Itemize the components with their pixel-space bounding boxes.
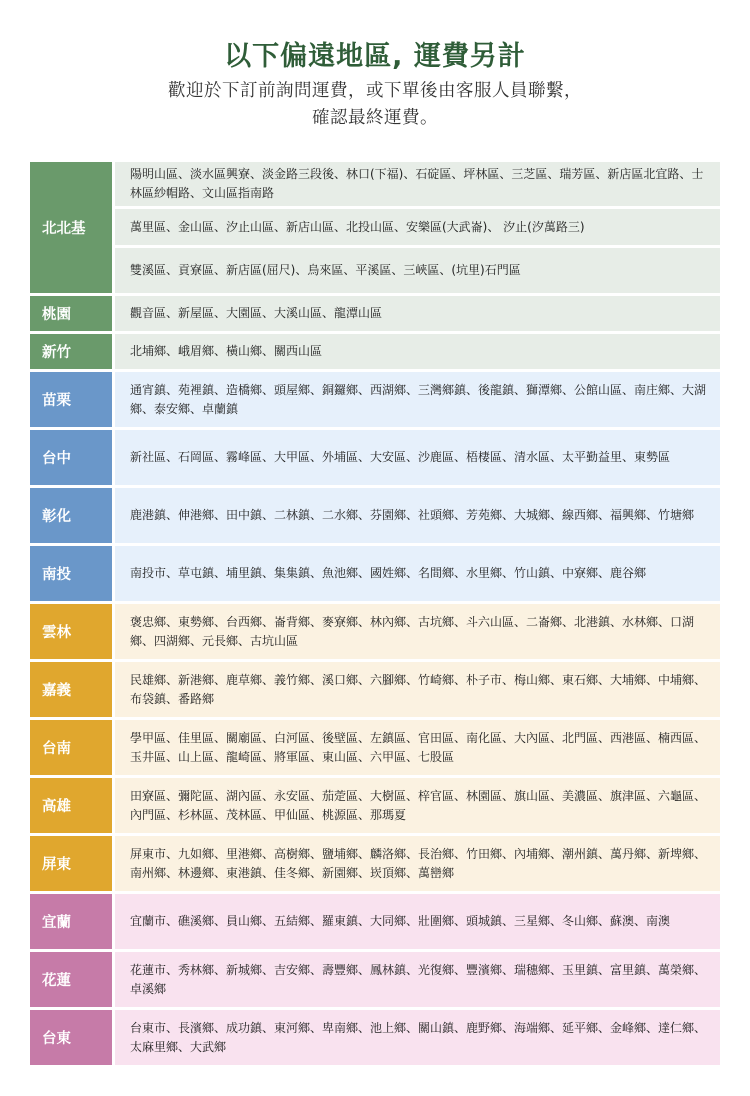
region-area-text: 宜蘭市、礁溪鄉、員山鄉、五結鄉、羅東鎮、大同鄉、壯圍鄉、頭城鎮、三星鄉、冬山鄉、蘇澳、南澳 xyxy=(130,914,671,928)
region-label: 桃園 xyxy=(30,296,112,331)
region-area-row xyxy=(115,296,720,331)
region-area-text: 學甲區、佳里區、關廟區、白河區、後壁區、左鎮區、官田區、南化區、大內區、北門區、西港區、楠西區、玉井區、山上區、龍崎區、將軍區、東山區、六甲區、七股區 xyxy=(130,730,707,764)
remote-area-table xyxy=(30,162,720,1068)
region-area-text: 萬里區、金山區、汐止山區、新店山區、北投山區、安樂區(大武崙)、 汐止(汐萬路三) xyxy=(130,219,585,234)
region-area-text: 陽明山區、淡水區興寮、淡金路三段後、林口(下福)、石碇區、坪林區、三芝區、瑞芳區、新店區北宜路、士林區紗帽路、文山區指南路 xyxy=(130,167,704,200)
region-label: 嘉義 xyxy=(30,662,112,717)
region-area-text: 褒忠鄉、東勢鄉、台西鄉、崙背鄉、麥寮鄉、林內鄉、古坑鄉、斗六山區、二崙鄉、北港鎮、水林鄉、口湖鄉、四湖鄉、元長鄉、古坑山區 xyxy=(130,614,695,648)
region-group xyxy=(30,604,720,659)
region-area-row xyxy=(115,430,720,485)
region-area-row xyxy=(115,836,720,891)
region-area-list xyxy=(115,836,720,891)
region-group xyxy=(30,162,720,293)
region-group xyxy=(30,778,720,833)
region-label: 南投 xyxy=(30,546,112,601)
region-area-text: 觀音區、新屋區、大園區、大溪山區、龍潭山區 xyxy=(130,306,383,320)
region-area-text: 新社區、石岡區、霧峰區、大甲區、外埔區、大安區、沙鹿區、梧棲區、清水區、太平勤益里、東勢區 xyxy=(130,450,671,464)
region-area-row xyxy=(115,248,720,293)
region-area-list xyxy=(115,952,720,1007)
region-area-list xyxy=(115,488,720,543)
region-group xyxy=(30,720,720,775)
region-label: 苗栗 xyxy=(30,372,112,427)
region-area-row xyxy=(115,546,720,601)
page-title: 以下偏遠地區, 運費另計 xyxy=(224,41,526,72)
region-area-list xyxy=(115,1010,720,1065)
region-area-list xyxy=(115,778,720,833)
region-area-list xyxy=(115,296,720,331)
region-group xyxy=(30,488,720,543)
region-group xyxy=(30,1010,720,1065)
region-label: 台中 xyxy=(30,430,112,485)
region-area-row xyxy=(115,372,720,427)
region-area-text: 南投市、草屯鎮、埔里鎮、集集鎮、魚池鄉、國姓鄉、名間鄉、水里鄉、竹山鎮、中寮鄉、鹿谷鄉 xyxy=(130,566,647,580)
region-group xyxy=(30,894,720,949)
region-group xyxy=(30,334,720,369)
region-label: 屏東 xyxy=(30,836,112,891)
region-area-row xyxy=(115,778,720,833)
subtitle-line-1: 歡迎於下訂前詢問運費，或下單後由客服人員聯繫， xyxy=(168,81,582,101)
page-subtitle xyxy=(0,78,750,132)
region-area-list xyxy=(115,894,720,949)
region-area-list xyxy=(115,720,720,775)
region-area-list xyxy=(115,430,720,485)
region-area-row xyxy=(115,604,720,659)
region-area-row xyxy=(115,894,720,949)
region-area-list xyxy=(115,604,720,659)
region-label: 台南 xyxy=(30,720,112,775)
region-area-list xyxy=(115,662,720,717)
region-area-text: 通宵鎮、苑裡鎮、造橋鄉、頭屋鄉、銅鑼鄉、西湖鄉、三灣鄉鎮、後龍鎮、獅潭鄉、公館山區、南庄鄉、大湖鄉、泰安鄉、卓蘭鎮 xyxy=(130,382,707,416)
region-group xyxy=(30,372,720,427)
region-area-list xyxy=(115,546,720,601)
region-area-text: 鹿港鎮、伸港鄉、田中鎮、二林鎮、二水鄉、芬園鄉、社頭鄉、芳苑鄉、大城鄉、線西鄉、福興鄉、竹塘鄉 xyxy=(130,508,695,522)
region-label: 北北基 xyxy=(30,162,112,293)
region-area-row xyxy=(115,720,720,775)
region-group xyxy=(30,546,720,601)
region-area-row xyxy=(115,1010,720,1065)
region-label: 新竹 xyxy=(30,334,112,369)
region-label: 高雄 xyxy=(30,778,112,833)
region-label: 雲林 xyxy=(30,604,112,659)
region-area-row xyxy=(115,488,720,543)
region-group xyxy=(30,430,720,485)
region-area-row xyxy=(115,334,720,369)
region-area-text: 田寮區、彌陀區、湖內區、永安區、茄萣區、大樹區、梓官區、林園區、旗山區、美濃區、旗津區、六龜區、內門區、杉林區、茂林區、甲仙區、桃源區、那瑪夏 xyxy=(130,788,707,822)
region-area-text: 北埔鄉、峨眉鄉、橫山鄉、關西山區 xyxy=(130,344,323,358)
region-area-text: 屏東市、九如鄉、里港鄉、高樹鄉、鹽埔鄉、麟洛鄉、長治鄉、竹田鄉、內埔鄉、潮州鎮、萬丹鄉、新埤鄉、南州鄉、林邊鄉、東港鎮、佳冬鄉、新園鄉、崁頂鄉、萬巒鄉 xyxy=(130,846,707,880)
region-label: 台東 xyxy=(30,1010,112,1065)
region-area-list xyxy=(115,334,720,369)
region-label: 宜蘭 xyxy=(30,894,112,949)
region-area-row xyxy=(115,209,720,245)
region-label: 彰化 xyxy=(30,488,112,543)
region-group xyxy=(30,296,720,331)
region-area-text: 民雄鄉、新港鄉、鹿草鄉、義竹鄉、溪口鄉、六腳鄉、竹崎鄉、朴子市、梅山鄉、東石鄉、大埔鄉、中埔鄉、布袋鎮、番路鄉 xyxy=(130,672,707,706)
region-area-row xyxy=(115,662,720,717)
region-area-text: 雙溪區、貢寮區、新店區(屈尺)、烏來區、平溪區、三峽區、(坑里)石門區 xyxy=(130,263,521,277)
region-area-row xyxy=(115,952,720,1007)
region-label: 花蓮 xyxy=(30,952,112,1007)
region-area-list xyxy=(115,162,720,293)
region-area-text: 花蓮市、秀林鄉、新城鄉、吉安鄉、壽豐鄉、鳳林鎮、光復鄉、豐濱鄉、瑞穗鄉、玉里鎮、富里鎮、萬榮鄉、卓溪鄉 xyxy=(130,962,707,996)
subtitle-line-2: 確認最終運費。 xyxy=(312,108,438,128)
region-group xyxy=(30,952,720,1007)
region-area-text: 台東市、長濱鄉、成功鎮、東河鄉、卑南鄉、池上鄉、關山鎮、鹿野鄉、海端鄉、延平鄉、金峰鄉、達仁鄉、太麻里鄉、大武鄉 xyxy=(130,1020,707,1054)
region-area-row xyxy=(115,162,720,206)
region-group xyxy=(30,836,720,891)
region-group xyxy=(30,662,720,717)
region-area-list xyxy=(115,372,720,427)
